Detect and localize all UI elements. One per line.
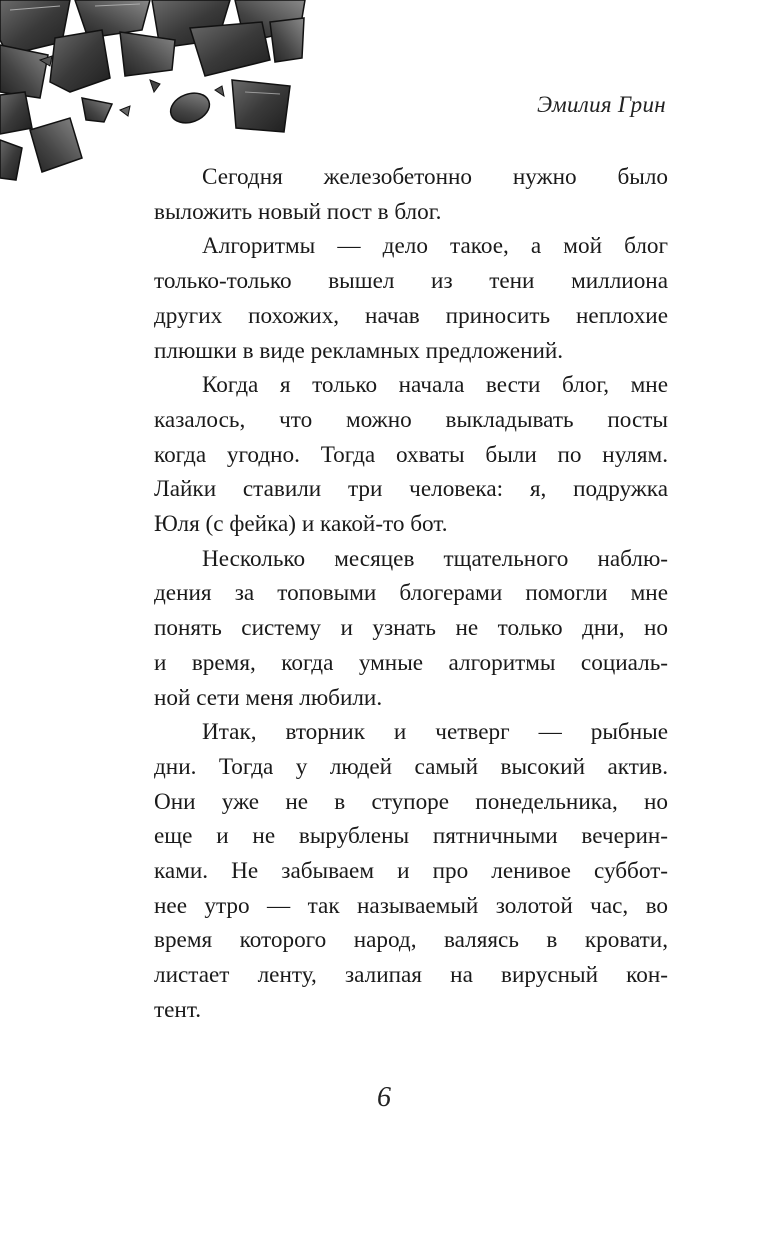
paragraph [154,160,668,229]
text-line: ной сети меня любили. [154,684,383,711]
paragraph [154,229,668,368]
text-line: Лайки ставили три человека: я, подружка [154,476,668,503]
text-line: дни. Тогда у людей самый высокий актив. [154,753,668,780]
text-line: время которого народ, валяясь в кровати, [154,927,668,954]
body-text [154,160,668,1028]
text-line: казалось, что можно выкладывать посты [154,406,668,433]
text-line: ками. Не забываем и про ленивое суббот- [154,858,668,885]
text-line: еще и не вырублены пятничными вечерин- [154,823,668,850]
paragraph [154,715,668,1027]
paragraph [154,542,668,716]
text-line: Сегодня железобетонно нужно было [202,164,668,190]
text-line: дения за топовыми блогерами помогли мне [154,580,668,607]
text-line: Алгоритмы — дело такое, а мой блог [202,233,668,260]
paragraph [154,368,668,542]
text-line: плюшки в виде рекламных предложений. [154,337,564,364]
text-line: нее утро — так называемый золотой час, во [154,892,668,919]
text-line: Итак, вторник и четверг — рыбные [202,719,668,746]
text-line: тент. [154,996,202,1023]
text-line: других похожих, начав приносить неплохие [154,302,668,329]
running-head-author: Эмилия Грин [536,92,666,117]
page-number: 6 [377,1082,391,1113]
text-line: Они уже не в ступоре понедельника, но [154,788,668,815]
text-line: когда угодно. Тогда охваты были по нулям. [154,441,668,468]
text-line: листает ленту, залипая на вирусный кон- [154,962,668,989]
text-line: Юля (с фейка) и какой-то бот. [154,511,448,538]
text-line: только-только вышел из тени миллиона [154,268,668,295]
text-line: понять систему и узнать не только дни, но [154,615,668,642]
text-line: Когда я только начала вести блог, мне [202,372,668,399]
text-line: и время, когда умные алгоритмы социаль- [154,649,668,676]
text-line: Несколько месяцев тщательного наблю- [202,545,668,572]
text-line: выложить новый пост в блог. [154,198,442,225]
